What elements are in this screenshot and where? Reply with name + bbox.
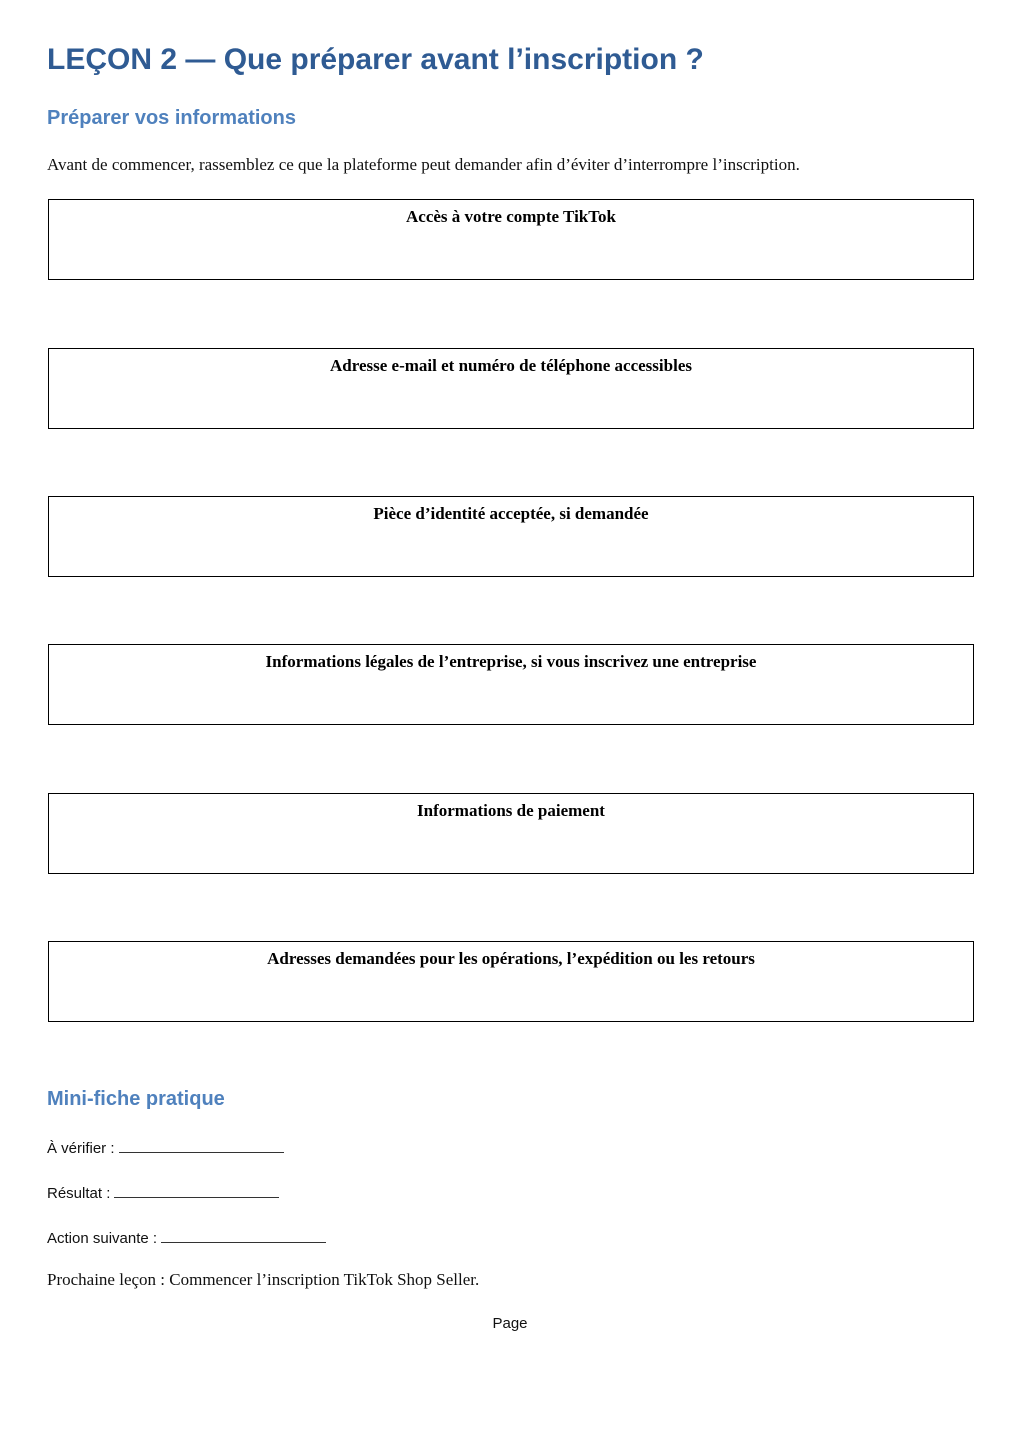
checklist-box-label: Accès à votre compte TikTok [406, 207, 616, 226]
fill-in-blank[interactable] [114, 1183, 279, 1198]
field-label: Résultat : [47, 1185, 111, 1202]
field-resultat [47, 1183, 279, 1202]
checklist-box-legal-info [48, 644, 974, 725]
field-label: À vérifier : [47, 1140, 115, 1157]
checklist-box-identity-document [48, 496, 974, 577]
next-lesson-text: Prochaine leçon : Commencer l’inscription TikTok Shop Seller. [47, 1270, 480, 1289]
field-action-suivante [47, 1228, 326, 1247]
checklist-box-label: Adresses demandées pour les opérations, l’expédition ou les retours [267, 949, 755, 968]
checklist-box-label: Pièce d’identité acceptée, si demandée [373, 504, 649, 523]
intro-paragraph: Avant de commencer, rassemblez ce que la plateforme peut demander afin d’éviter d’interrompre l’inscription. [47, 155, 800, 174]
section-heading-prepare: Préparer vos informations [47, 107, 296, 129]
checklist-box-addresses [48, 941, 974, 1022]
checklist-box-email-phone [48, 348, 974, 429]
checklist-box-label: Informations de paiement [417, 801, 605, 820]
fill-in-blank[interactable] [161, 1228, 326, 1243]
checklist-box-label: Adresse e-mail et numéro de téléphone accessibles [330, 356, 692, 375]
checklist-box-payment-info [48, 793, 974, 874]
page-footer: Page [492, 1315, 528, 1332]
field-label: Action suivante : [47, 1230, 158, 1247]
checklist-box-label: Informations légales de l’entreprise, si vous inscrivez une entreprise [265, 652, 757, 671]
checklist-box-tiktok-account [48, 199, 974, 280]
page-title: LEÇON 2 — Que préparer avant l’inscription ? [47, 43, 704, 76]
section-heading-mini-fiche: Mini-fiche pratique [47, 1088, 225, 1110]
fill-in-blank[interactable] [119, 1138, 284, 1153]
field-a-verifier [47, 1138, 284, 1157]
